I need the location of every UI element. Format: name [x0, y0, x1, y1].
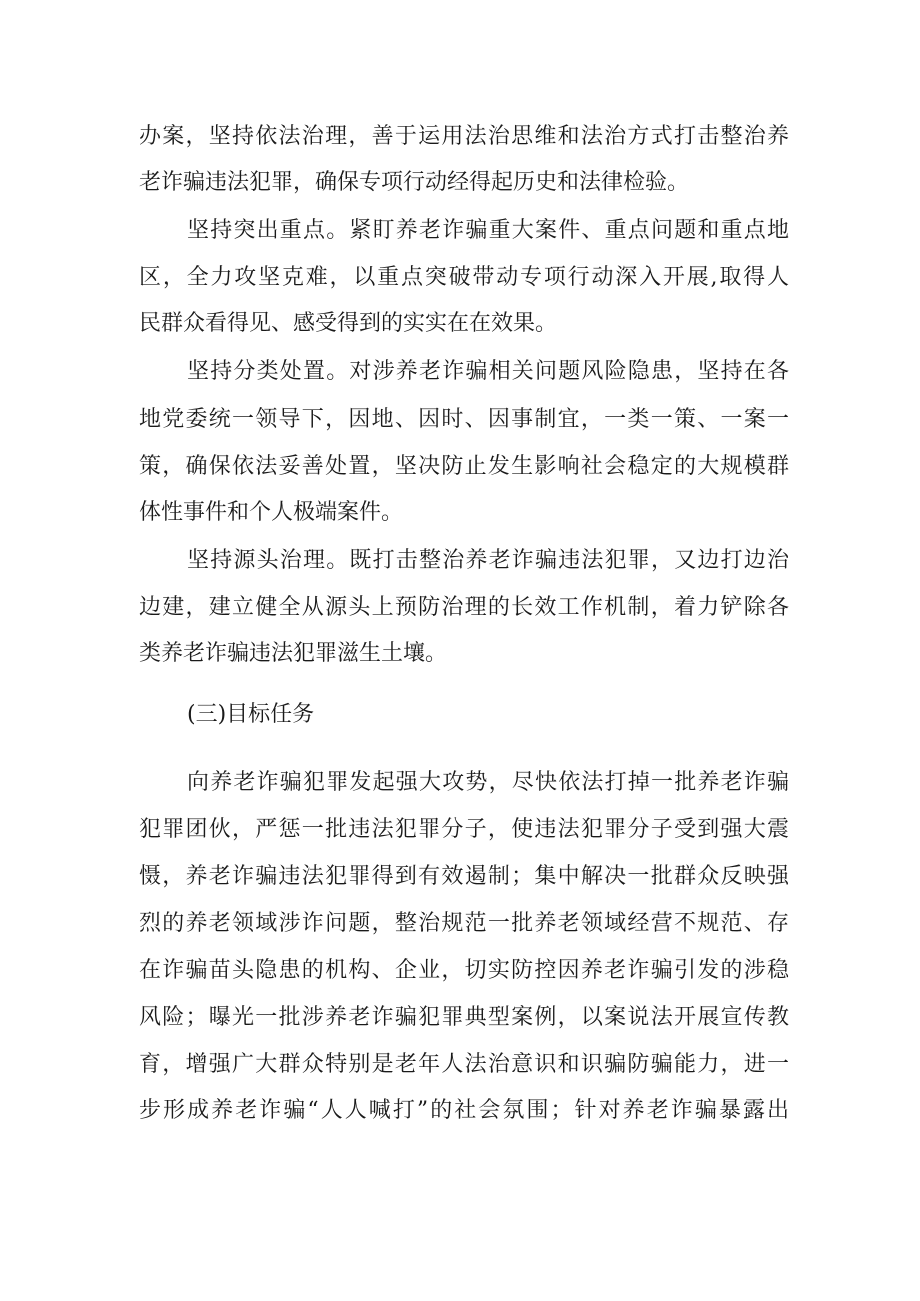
paragraph-5-line-3: 慑，养老诈骗违法犯罪得到有效遏制；集中解决一批群众反映强: [139, 864, 789, 889]
paragraph-4-line-2: 边建，建立健全从源头上预防治理的长效工作机制，着力铲除各: [139, 595, 789, 620]
paragraph-1-line-2: 老诈骗违法犯罪，确保专项行动经得起历史和法律检验。: [139, 170, 690, 195]
paragraph-5-line-2: 犯罪团伙，严惩一批违法犯罪分子，使违法犯罪分子受到强大震: [139, 817, 789, 842]
paragraph-4-line-1: 坚持源头治理。既打击整治养老诈骗违法犯罪，又边打边治: [187, 548, 789, 573]
paragraph-3-line-3: 策，确保依法妥善处置，坚决防止发生影响社会稳定的大规模群: [139, 454, 789, 479]
paragraph-1-line-1: 办案，坚持依法治理，善于运用法治思维和法治方式打击整治养: [139, 124, 789, 149]
paragraph-5-line-7: 育，增强广大群众特别是老年人法治意识和识骗防骗能力，进一: [139, 1052, 789, 1077]
paragraph-2-line-1: 坚持突出重点。紧盯养老诈骗重大案件、重点问题和重点地: [187, 218, 789, 243]
paragraph-3-line-4: 体性事件和个人极端案件。: [139, 500, 404, 525]
section-heading: (三)目标任务: [187, 702, 315, 727]
paragraph-5-line-1: 向养老诈骗犯罪发起强大攻势，尽快依法打掉一批养老诈骗: [187, 770, 789, 795]
paragraph-3-line-1: 坚持分类处置。对涉养老诈骗相关问题风险隐患，坚持在各: [187, 359, 789, 384]
paragraph-5-line-8: 步形成养老诈骗“人人喊打”的社会氛围；针对养老诈骗暴露出: [139, 1098, 789, 1123]
paragraph-2-line-2: 区，全力攻坚克难，以重点突破带动专项行动深入开展,取得人: [139, 265, 789, 290]
paragraph-5-line-6: 风险；曝光一批涉养老诈骗犯罪典型案例，以案说法开展宣传教: [139, 1005, 789, 1030]
paragraph-5-line-5: 在诈骗苗头隐患的机构、企业，切实防控因养老诈骗引发的涉稳: [139, 958, 789, 983]
paragraph-3-line-2: 地党委统一领导下，因地、因时、因事制宜，一类一策、一案一: [139, 407, 789, 432]
paragraph-4-line-3: 类养老诈骗违法犯罪滋生土壤。: [139, 641, 448, 666]
paragraph-2-line-3: 民群众看得见、感受得到的实实在在效果。: [139, 311, 558, 336]
paragraph-5-line-4: 烈的养老领域涉诈问题，整治规范一批养老领域经营不规范、存: [139, 911, 789, 936]
